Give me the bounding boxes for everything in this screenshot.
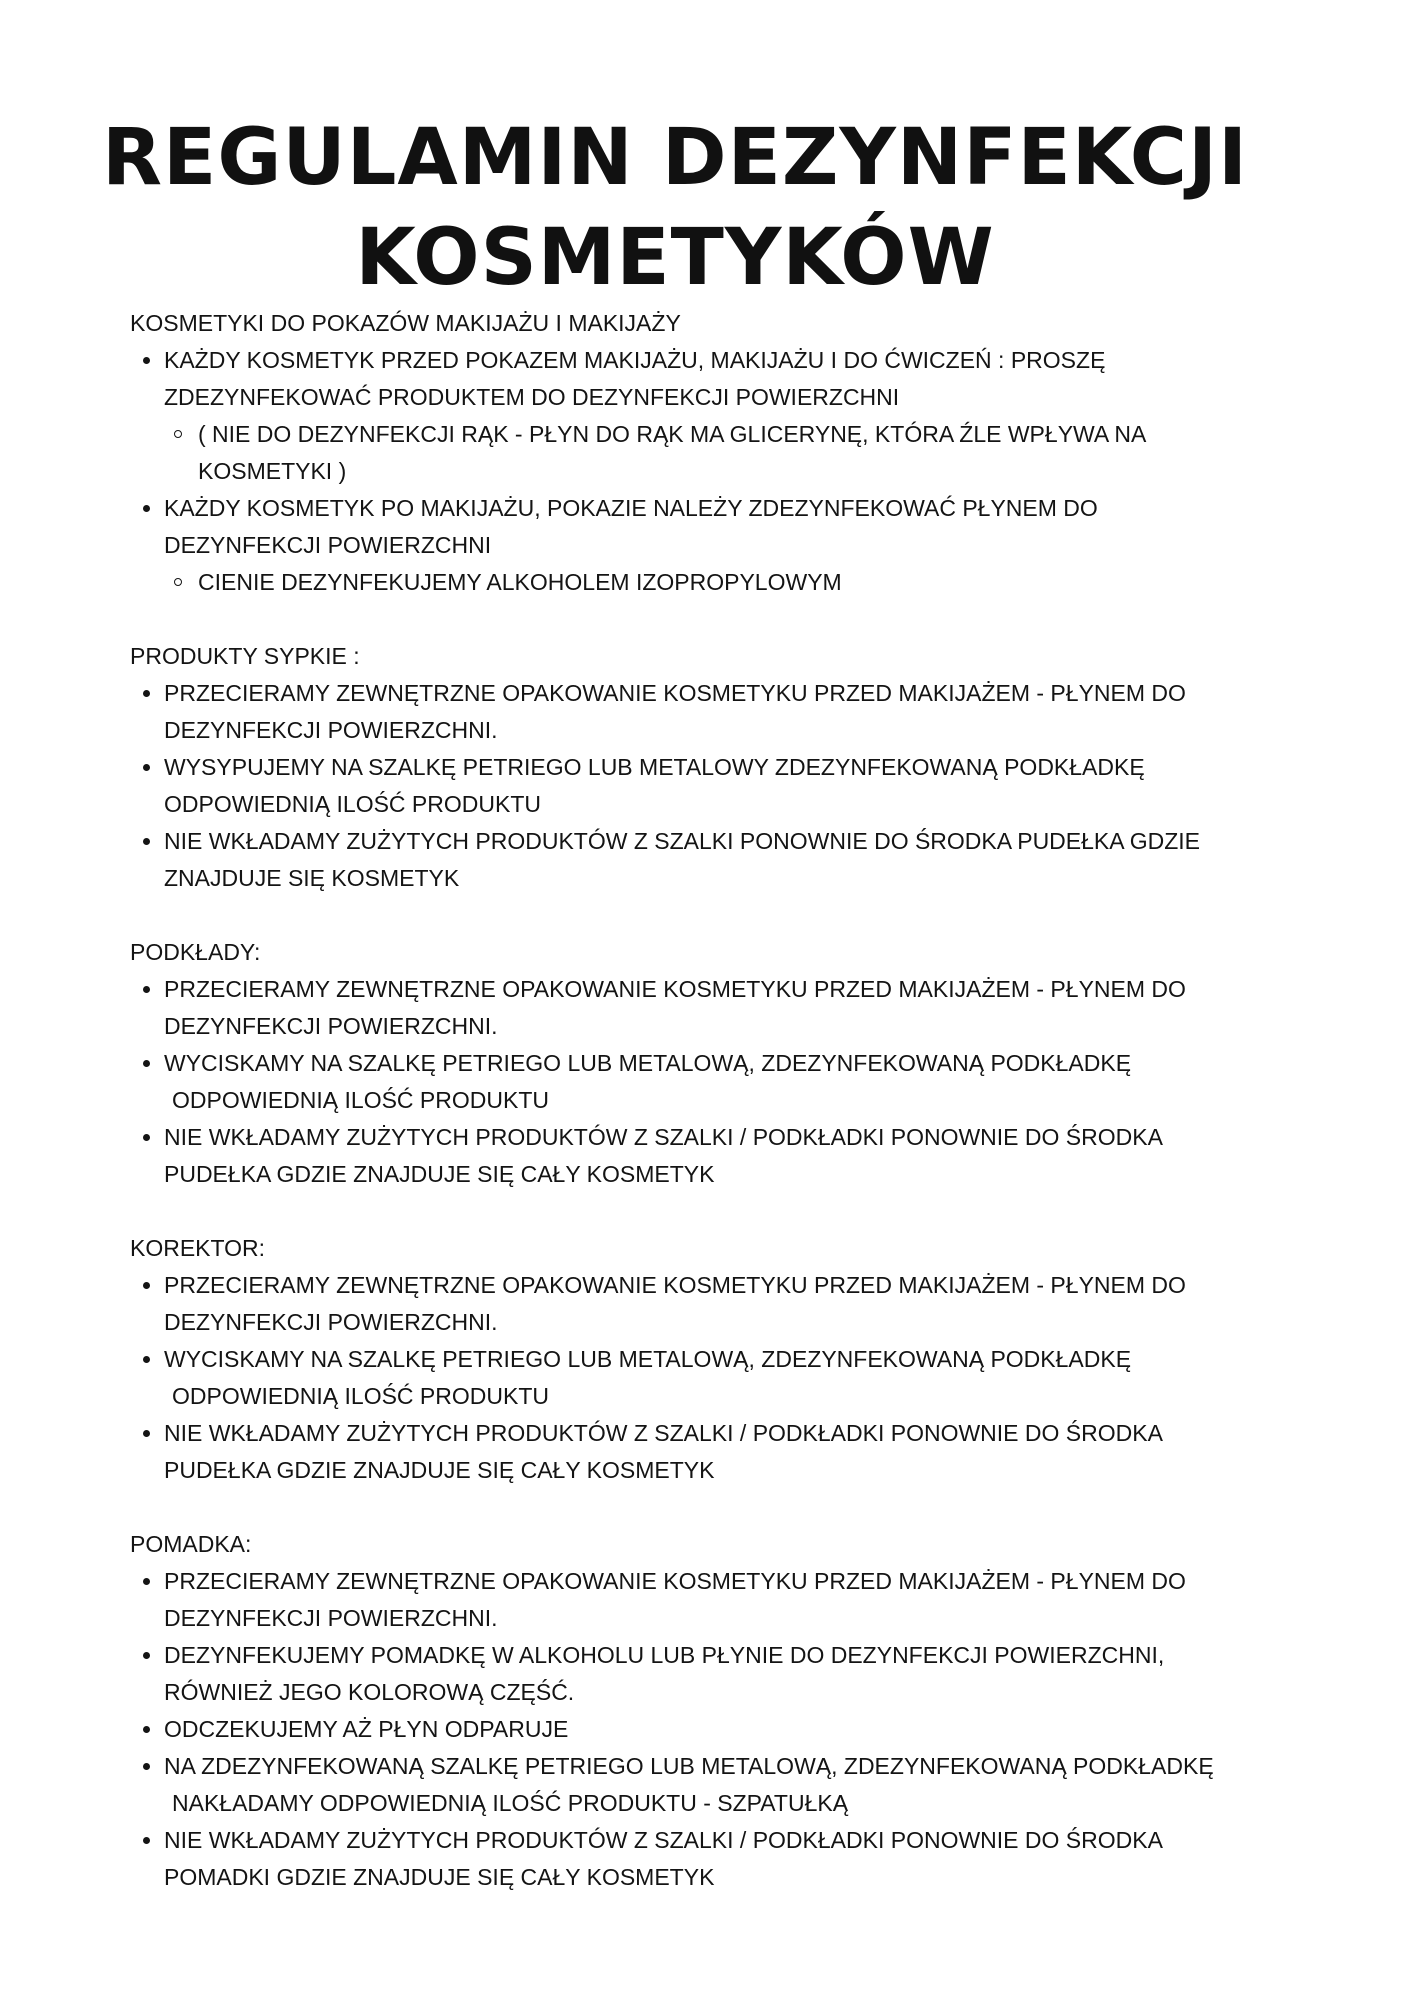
sub-list xyxy=(130,564,1250,601)
list-item: PRZECIERAMY ZEWNĘTRZNE OPAKOWANIE KOSMETYKU PRZED MAKIJAŻEM - PŁYNEM DO DEZYNFEKCJI POWIERZCHNI. xyxy=(130,971,1250,1045)
list-item xyxy=(130,1341,1250,1415)
section-produkty-sypkie xyxy=(130,638,1250,897)
list-item-text-continued: NAKŁADAMY ODPOWIEDNIĄ ILOŚĆ PRODUKTU - SZPATUŁKĄ xyxy=(172,1790,849,1816)
list-item: NIE WKŁADAMY ZUŻYTYCH PRODUKTÓW Z SZALKI PONOWNIE DO ŚRODKA PUDEŁKA GDZIE ZNAJDUJE SIĘ KOSMETYK xyxy=(130,823,1250,897)
section-heading: PRODUKTY SYPKIE : xyxy=(130,643,360,669)
list-item-text-continued: ODPOWIEDNIĄ ILOŚĆ PRODUKTU xyxy=(172,1087,549,1113)
section-korektor xyxy=(130,1230,1250,1489)
section-intro xyxy=(130,305,1250,601)
list-item xyxy=(130,490,1250,601)
section-heading: KOSMETYKI DO POKAZÓW MAKIJAŻU I MAKIJAŻY xyxy=(130,310,681,336)
list-item-text: WYCISKAMY NA SZALKĘ PETRIEGO LUB METALOWĄ, ZDEZYNFEKOWANĄ PODKŁADKĘ xyxy=(164,1346,1132,1372)
list-item: PRZECIERAMY ZEWNĘTRZNE OPAKOWANIE KOSMETYKU PRZED MAKIJAŻEM - PŁYNEM DO DEZYNFEKCJI POWIERZCHNI. xyxy=(130,675,1250,749)
section-podklady xyxy=(130,934,1250,1193)
list-item-text: KAŻDY KOSMETYK PRZED POKAZEM MAKIJAŻU, MAKIJAŻU I DO ĆWICZEŃ : PROSZĘ ZDEZYNFEKOWAĆ PRODUKTEM DO DEZYNFEKCJI POWIERZCHNI xyxy=(164,347,1106,410)
list-item: PRZECIERAMY ZEWNĘTRZNE OPAKOWANIE KOSMETYKU PRZED MAKIJAŻEM - PŁYNEM DO DEZYNFEKCJI POWIERZCHNI. xyxy=(130,1563,1250,1637)
section-heading: POMADKA: xyxy=(130,1531,252,1557)
list-item: NIE WKŁADAMY ZUŻYTYCH PRODUKTÓW Z SZALKI / PODKŁADKI PONOWNIE DO ŚRODKA PUDEŁKA GDZIE ZNAJDUJE SIĘ CAŁY KOSMETYK xyxy=(130,1415,1250,1489)
list-item: NIE WKŁADAMY ZUŻYTYCH PRODUKTÓW Z SZALKI / PODKŁADKI PONOWNIE DO ŚRODKA PUDEŁKA GDZIE ZNAJDUJE SIĘ CAŁY KOSMETYK xyxy=(130,1119,1250,1193)
title-line-2: KOSMETYKÓW xyxy=(355,213,995,303)
bullet-list xyxy=(130,675,1250,897)
bullet-list xyxy=(130,971,1250,1193)
title-line-1: REGULAMIN DEZYNFEKCJI xyxy=(102,113,1248,203)
list-item: ODCZEKUJEMY AŻ PŁYN ODPARUJE xyxy=(130,1711,1250,1748)
list-item-text: WYCISKAMY NA SZALKĘ PETRIEGO LUB METALOWĄ, ZDEZYNFEKOWANĄ PODKŁADKĘ xyxy=(164,1050,1132,1076)
sub-list-item-text: ( NIE DO DEZYNFEKCJI RĄK - PŁYN DO RĄK MA GLICERYNĘ, KTÓRA ŹLE WPŁYWA NA KOSMETYKI ) xyxy=(198,421,1146,484)
bullet-list xyxy=(130,1267,1250,1489)
list-item-text-continued: ODPOWIEDNIĄ ILOŚĆ PRODUKTU xyxy=(172,1383,549,1409)
list-item-text: KAŻDY KOSMETYK PO MAKIJAŻU, POKAZIE NALEŻY ZDEZYNFEKOWAĆ PŁYNEM DO DEZYNFEKCJI POWIERZCHNI xyxy=(164,495,1098,558)
section-heading: PODKŁADY: xyxy=(130,939,261,965)
list-item-text: NA ZDEZYNFEKOWANĄ SZALKĘ PETRIEGO LUB METALOWĄ, ZDEZYNFEKOWANĄ PODKŁADKĘ xyxy=(164,1753,1214,1779)
document-title xyxy=(0,108,1350,308)
list-item: PRZECIERAMY ZEWNĘTRZNE OPAKOWANIE KOSMETYKU PRZED MAKIJAŻEM - PŁYNEM DO DEZYNFEKCJI POWIERZCHNI. xyxy=(130,1267,1250,1341)
list-item: NIE WKŁADAMY ZUŻYTYCH PRODUKTÓW Z SZALKI / PODKŁADKI PONOWNIE DO ŚRODKA POMADKI GDZIE ZNAJDUJE SIĘ CAŁY KOSMETYK xyxy=(130,1822,1250,1896)
bullet-list xyxy=(130,342,1250,601)
sub-list-item xyxy=(164,564,1250,601)
list-item: DEZYNFEKUJEMY POMADKĘ W ALKOHOLU LUB PŁYNIE DO DEZYNFEKCJI POWIERZCHNI, RÓWNIEŻ JEGO KOLOROWĄ CZĘŚĆ. xyxy=(130,1637,1250,1711)
list-item xyxy=(130,1045,1250,1119)
bullet-list xyxy=(130,1563,1250,1896)
list-item xyxy=(130,342,1250,490)
section-pomadka xyxy=(130,1526,1250,1896)
section-heading: KOREKTOR: xyxy=(130,1235,266,1261)
sub-list-item-text: CIENIE DEZYNFEKUJEMY ALKOHOLEM IZOPROPYLOWYM xyxy=(198,569,842,595)
list-item: WYSYPUJEMY NA SZALKĘ PETRIEGO LUB METALOWY ZDEZYNFEKOWANĄ PODKŁADKĘ ODPOWIEDNIĄ ILOŚĆ PRODUKTU xyxy=(130,749,1250,823)
sub-list-item xyxy=(164,416,1250,490)
document-body xyxy=(130,305,1250,1933)
sub-list xyxy=(130,416,1250,490)
list-item xyxy=(130,1748,1250,1822)
